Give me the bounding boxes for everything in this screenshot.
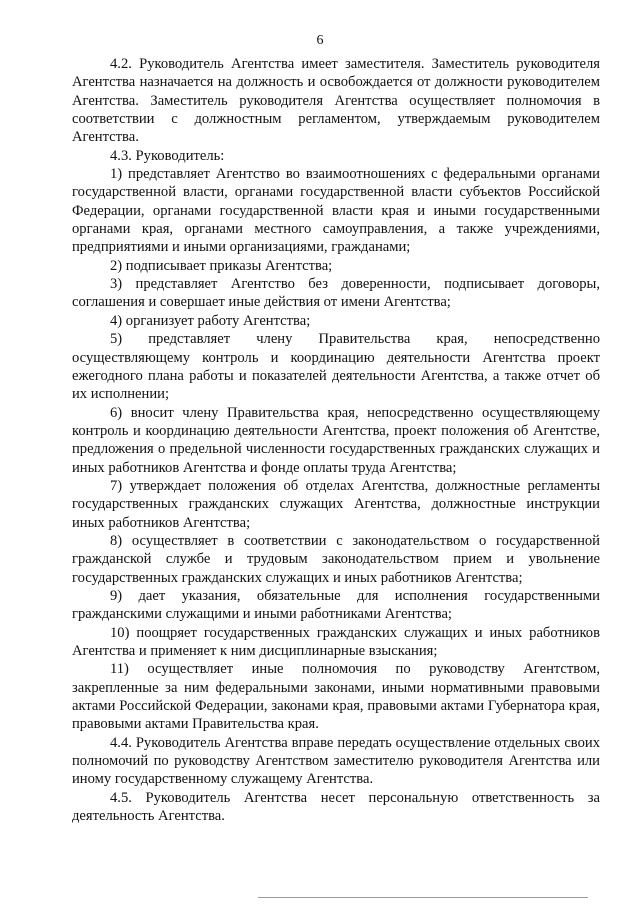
list-item-9: 9) дает указания, обязательные для исполнения государственными гражданскими служащими и иными работниками Агентства; bbox=[72, 587, 600, 623]
paragraph-4-5: 4.5. Руководитель Агентства несет персональную ответственность за деятельность Агентства. bbox=[72, 789, 600, 825]
list-item-7: 7) утверждает положения об отделах Агентства, должностные регламенты государственных гражданских служащих Агентства, должностные инструкции иных работников Агентства; bbox=[72, 477, 600, 531]
list-item-10: 10) поощряет государственных гражданских служащих и иных работников Агентства и применяет к ним дисциплинарные взыскания; bbox=[72, 624, 600, 659]
list-item-4: 4) организует работу Агентства; bbox=[110, 312, 311, 329]
list-item-2: 2) подписывает приказы Агентства; bbox=[110, 257, 333, 274]
list-item-6: 6) вносит члену Правительства края, непосредственно осуществляющему контроль и координацию деятельности Агентства, проект положения об Агентстве, предложения о предельной численности государственных гражданских служащих и иных работников Агентства и фонде оплаты труда Агентства; bbox=[72, 404, 600, 476]
list-item-8: 8) осуществляет в соответствии с законодательством о государственной гражданской службе и трудовым законодательством прием и увольнение государственных гражданских служащих и иных работников Агентства; bbox=[72, 532, 600, 586]
page-number: 6 bbox=[316, 33, 324, 48]
scan-edge-line bbox=[258, 897, 588, 898]
list-item-5: 5) представляет члену Правительства края, непосредственно осуществляющему контроль и координацию деятельности Агентства проект ежегодного плана работы и показателей деятельности Агентства, а также отчет об их исполнении; bbox=[72, 331, 600, 403]
list-item-1: 1) представляет Агентство во взаимоотношениях с федеральными органами государственной власти, органами государственной власти субъектов Российской Федерации, органами государственной власти края и иными государственными органами края, органами местного самоуправления, а также учреждениями, предприятиями и иными организациями, гражданами; bbox=[72, 166, 600, 256]
paragraph-4-4: 4.4. Руководитель Агентства вправе передать осуществление отдельных своих полномочий по руководству Агентством заместителю руководителя Агентства или иному государственному служащему Агентства. bbox=[72, 734, 600, 788]
document-body bbox=[72, 55, 600, 825]
paragraph-4-3-heading: 4.3. Руководитель: bbox=[110, 147, 225, 164]
paragraph-4-2: 4.2. Руководитель Агентства имеет заместителя. Заместитель руководителя Агентства назначается на должность и освобождается от должности руководителем Агентства. Заместитель руководителя Агентства осуществляет полномочия в соответствии с должностным регламентом, утверждаемым руководителем Агентства. bbox=[72, 56, 600, 146]
list-item-3: 3) представляет Агентство без доверенности, подписывает договоры, соглашения и совершает иные действия от имени Агентства; bbox=[72, 276, 600, 311]
list-item-11: 11) осуществляет иные полномочия по руководству Агентством, закрепленные за ним федеральными законами, иными нормативными правовыми актами Российской Федерации, законами края, правовыми актами Губернатора края, правовыми актами Правительства края. bbox=[72, 661, 600, 733]
